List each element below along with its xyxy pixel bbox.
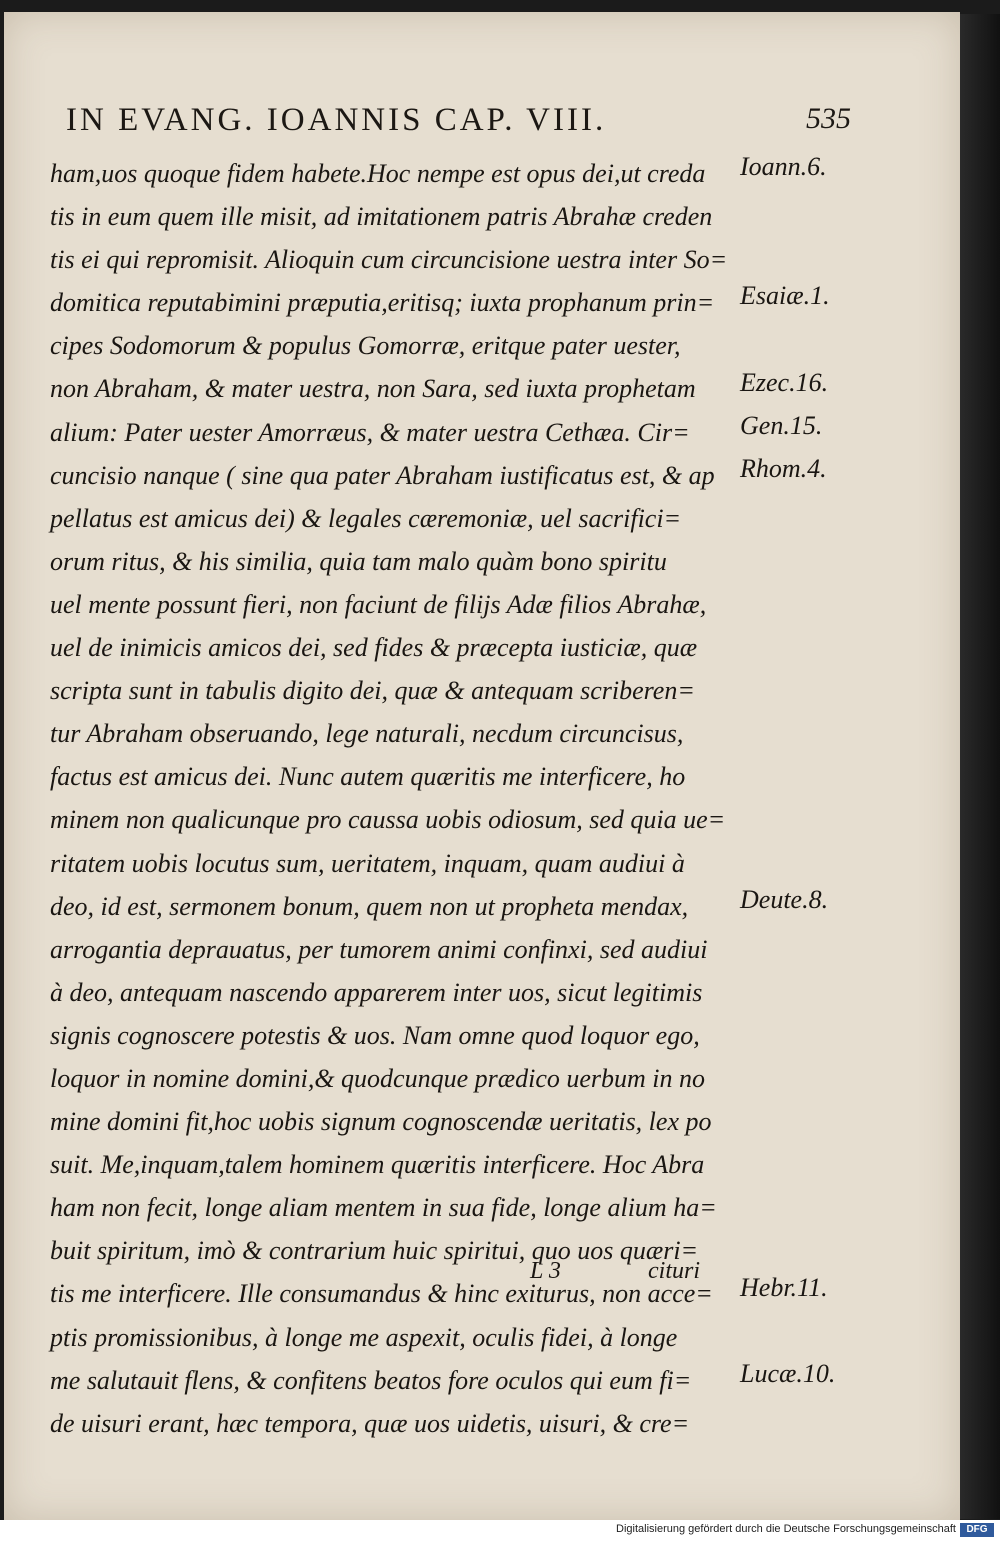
- text-line: suit. Me,inquam,talem hominem quæritis interficere. Hoc Abra: [50, 1150, 705, 1180]
- margin-note: Ezec.16.: [740, 367, 829, 397]
- margin-note: Gen.15.: [740, 410, 823, 440]
- text-line: cipes Sodomorum & populus Gomorræ, eritque pater uester,: [50, 331, 681, 361]
- text-line: arrogantia deprauatus, per tumorem animi confinxi, sed audiui: [50, 934, 708, 964]
- text-line: minem non qualicunque pro caussa uobis odiosum, sed quia ue=: [50, 805, 726, 835]
- text-line: non Abraham, & mater uestra, non Sara, sed iuxta prophetam: [50, 374, 696, 404]
- credit-text: Digitalisierung gefördert durch die Deutsche Forschungsgemeinschaft: [616, 1523, 956, 1535]
- margin-note: Rhom.4.: [740, 453, 827, 483]
- margin-note: Deute.8.: [740, 884, 829, 914]
- body-text: [50, 152, 770, 1445]
- text-line: domitica reputabimini præputia,eritisq; iuxta prophanum prin=: [50, 288, 715, 318]
- margin-note: Lucæ.10.: [740, 1358, 836, 1388]
- text-line: me salutauit flens, & confitens beatos fore oculos qui eum fi=: [50, 1365, 692, 1395]
- text-line: loquor in nomine domini,& quodcunque prædico uerbum in no: [50, 1063, 706, 1093]
- text-line: deo, id est, sermonem bonum, quem non ut propheta mendax,: [50, 891, 689, 921]
- text-line: ham,uos quoque fidem habete.Hoc nempe est opus dei,ut creda: [50, 159, 706, 188]
- running-head: [66, 102, 926, 146]
- text-line: cuncisio nanque ( sine qua pater Abraham iustificatus est, & ap: [50, 460, 715, 490]
- catchword: cituri: [648, 1258, 700, 1284]
- text-line: ptis promissionibus, à longe me aspexit, oculis fidei, à longe: [50, 1322, 678, 1352]
- margin-note: Hebr.11.: [740, 1272, 828, 1302]
- text-line: ham non fecit, longe aliam mentem in sua fide, longe alium ha=: [50, 1193, 717, 1223]
- text-line: tis ei qui repromisit. Alioquin cum circuncisione uestra inter So=: [50, 245, 728, 275]
- text-line: buit spiritum, imò & contrarium huic spiritui, quo uos quæri=: [50, 1236, 699, 1266]
- text-line: à deo, antequam nascendo apparerem inter uos, sicut legitimis: [50, 977, 703, 1007]
- text-line: tis me interficere. Ille consumandus & hinc exiturus, non acce=: [50, 1279, 713, 1309]
- margin-note: Ioann.6.: [740, 152, 827, 181]
- margin-note: Esaiæ.1.: [740, 281, 830, 311]
- text-line: scripta sunt in tabulis digito dei, quæ & antequam scriberen=: [50, 676, 695, 706]
- text-line: factus est amicus dei. Nunc autem quæritis me interficere, ho: [50, 762, 686, 792]
- dfg-logo: DFG: [960, 1523, 994, 1537]
- text-line: tis in eum quem ille misit, ad imitationem patris Abrahæ creden: [50, 202, 713, 232]
- page-edge: [960, 14, 1000, 1519]
- running-head-title: IN EVANG. IOANNIS CAP. VIII.: [66, 102, 607, 138]
- credit-bar: [0, 1520, 1000, 1541]
- text-line: uel de inimicis amicos dei, sed fides & præcepta iusticiæ, quæ: [50, 633, 698, 663]
- text-line: signis cognoscere potestis & uos. Nam omne quod loquor ego,: [50, 1020, 700, 1050]
- text-line: pellatus est amicus dei) & legales cæremoniæ, uel sacrifici=: [50, 503, 682, 533]
- text-line: tur Abraham obseruando, lege naturali, necdum circuncisus,: [50, 719, 684, 749]
- text-line: mine domini fit,hoc uobis signum cognoscendæ ueritatis, lex po: [50, 1107, 712, 1137]
- text-line: de uisuri erant, hæc tempora, quæ uos uidetis, uisuri, & cre=: [50, 1408, 690, 1438]
- text-line: orum ritus, & his similia, quia tam malo quàm bono spiritu: [50, 546, 667, 576]
- text-line: uel mente possunt fieri, non faciunt de filijs Adæ filios Abrahæ,: [50, 589, 707, 619]
- signature-mark: L 3: [530, 1258, 561, 1284]
- text-line: ritatem uobis locutus sum, ueritatem, inquam, quam audiui à: [50, 848, 685, 878]
- page-number: 535: [806, 102, 851, 135]
- text-line: alium: Pater uester Amorræus, & mater uestra Cethæa. Cir=: [50, 417, 690, 447]
